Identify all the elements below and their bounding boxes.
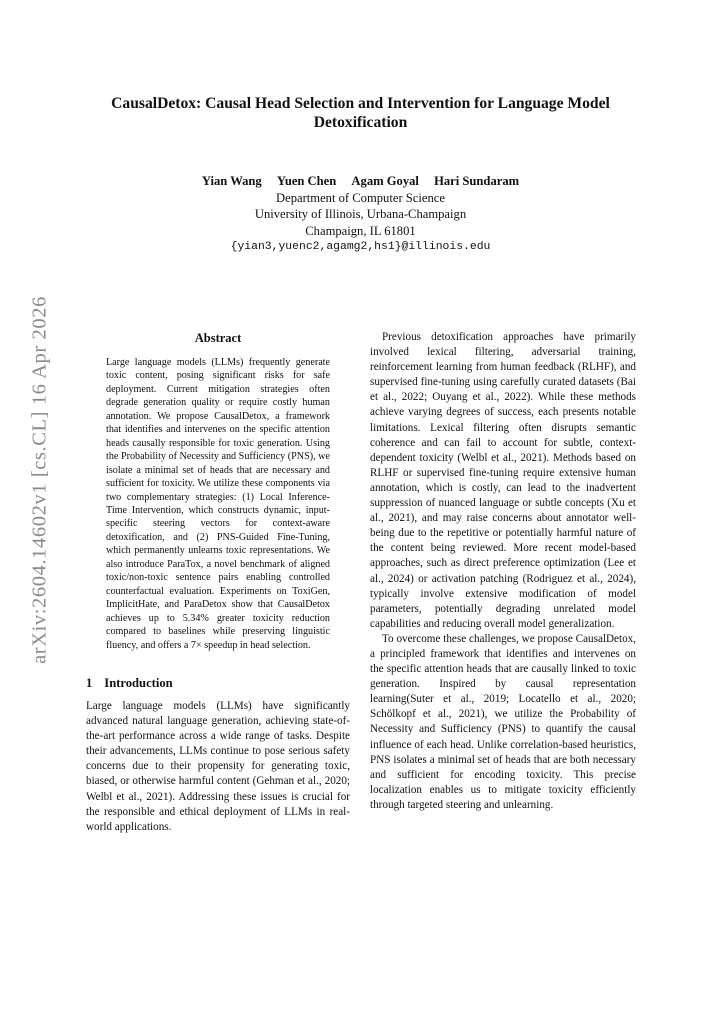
section-title: Introduction <box>104 675 173 690</box>
right-column <box>370 330 636 813</box>
intro-paragraph-2: Previous detoxification approaches have primarily involved lexical filtering, adversarial training, reinforcement learning from human feedback (RLHF), and supervised fine-tuning using carefully curated datasets (Bai et al., 2022; Ouyang et al., 2022). While these methods achieve varying degrees of success, each presents notable limitations. Lexical filtering often disrupts semantic coherence and can fail to account for subtle, context-dependent toxicity (Welbl et al., 2021). Methods based on RLHF or supervised fine-tuning require extensive human annotation, which is costly, can lead to the inadvertent suppression of nuanced language or subtle concepts (Xu et al., 2021), and may raise concerns about annotator well-being due to the repetitive or potentially harmful nature of the content being reviewed. More recent model-based approaches, such as direct preference optimization (Lee et al., 2024) or activation patching (Rodriguez et al., 2024), typically involve extensive modification of model parameters, potentially degrading unrelated model capabilities and reducing overall model generalization. <box>370 331 636 630</box>
author-name: Yian Wang <box>201 174 262 188</box>
author-emails: {yian3,yuenc2,agamg2,hs1}@illinois.edu <box>230 241 491 253</box>
arxiv-identifier-stamp: arXiv:2604.14602v1 [cs.CL] 16 Apr 2026 <box>28 296 51 664</box>
location: Champaign, IL 61801 <box>305 223 416 238</box>
section-number: 1 <box>86 675 93 690</box>
intro-paragraph-3: To overcome these challenges, we propose CausalDetox, a principled framework that identifies and intervenes on the specific attention heads that are causally linked to toxic generation. Inspired by causal representation learning(Suter et al., 2019; Locatello et al., 2020; Schölkopf et al., 2021), we utilize the Probability of Necessity and Sufficiency (PNS) to quantify the causal influence of each head. Unlike correlation-based heuristics, PNS isolates a minimal set of heads that are both necessary and sufficient for encoding toxicity. This precise localization enables us to mitigate toxicity efficiently through targeted steering and unlearning. <box>370 632 636 811</box>
abstract-heading: Abstract <box>194 331 242 345</box>
author-name: Yuen Chen <box>276 174 337 188</box>
author-name: Agam Goyal <box>351 174 419 188</box>
author-name: Hari Sundaram <box>434 174 520 188</box>
author-block <box>80 173 641 256</box>
intro-paragraph-1: Large language models (LLMs) have significantly advanced natural language generation, achieving state-of-the-art performance across a wide range of tasks. Despite their advancements, LLMs continue to pose serious safety concerns due to their propensity for generating toxic, biased, or otherwise harmful content (Gehman et al., 2020; Welbl et al., 2021). Addressing these issues is crucial for the responsible and ethical deployment of LLMs in real-world applications. <box>86 699 350 833</box>
paper-title: CausalDetox: Causal Head Selection and Intervention for Language Model Detoxification <box>111 95 610 131</box>
department: Department of Computer Science <box>276 190 445 205</box>
university: University of Illinois, Urbana-Champaign <box>254 207 467 221</box>
author-names <box>80 173 641 190</box>
section-heading <box>86 675 350 691</box>
abstract-text: Large language models (LLMs) frequently generate toxic content, posing significant risks for safe deployment. Current mitigation strategies often degrade generation quality or require costly human annotation. We propose CausalDetox, a framework that identifies and intervenes on the specific attention heads causally responsible for toxic generation. Using the Probability of Necessity and Sufficiency (PNS), we isolate a minimal set of heads that are necessary and sufficient for toxicity. We utilize these components via two complementary strategies: (1) Local Inference-Time Intervention, which constructs dynamic, input-specific steering vectors for context-aware detoxification, and (2) PNS-Guided Fine-Tuning, which permanently unlearns toxic representations. We also introduce ParaTox, a novel benchmark of aligned toxic/non-toxic sentence pairs enabling controlled counterfactual evaluation. Experiments on ToxiGen, ImplicitHate, and ParaDetox show that CausalDetox achieves up to 5.34% greater toxicity reduction compared to baselines while preserving linguistic fluency, and offers a 7× speedup in head selection. <box>106 357 330 651</box>
left-column <box>86 330 350 835</box>
